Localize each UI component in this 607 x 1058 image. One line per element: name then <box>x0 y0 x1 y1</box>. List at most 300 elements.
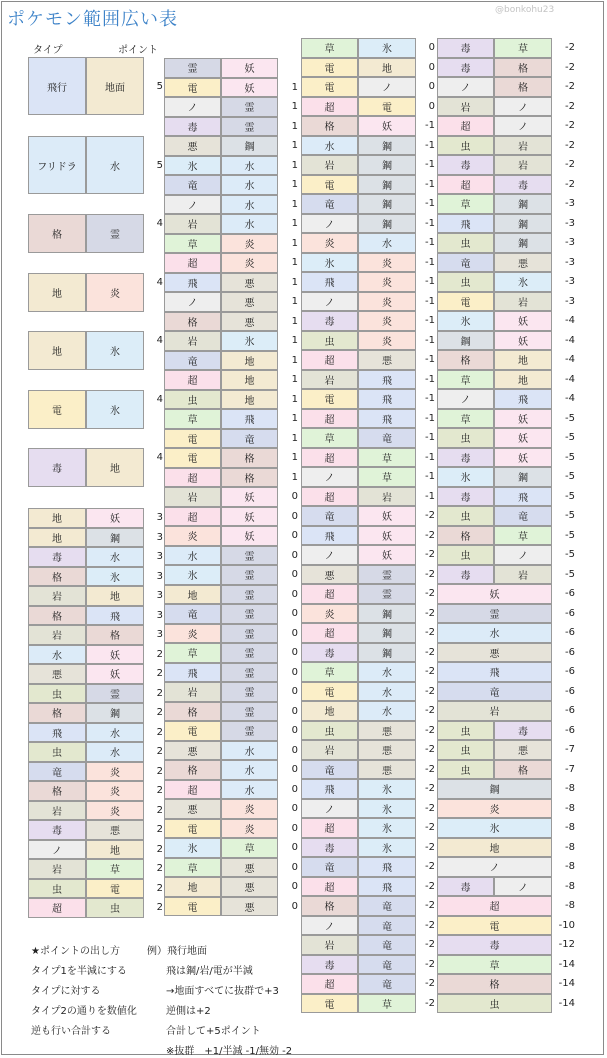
pair-type2: 竜 <box>358 428 416 448</box>
pair-type1: 岩 <box>301 740 358 760</box>
pair-type1: 飛 <box>301 779 358 799</box>
pair-type1: 竜 <box>301 506 358 526</box>
pair-type2: 鋼 <box>494 467 552 487</box>
pair-type1: 草 <box>301 662 358 682</box>
pair-type1: ノ <box>301 545 358 565</box>
pair-points: -3 <box>565 295 575 307</box>
pair-type2: 地 <box>86 586 144 606</box>
pair-type1: 竜 <box>437 253 494 273</box>
pair-type2: 水 <box>221 760 278 780</box>
pair-type2: 岩 <box>494 292 552 312</box>
note-left-line: 逆も行い合計する <box>31 1026 111 1037</box>
pair-points: -5 <box>565 412 575 424</box>
pair-type1: 格 <box>28 606 86 626</box>
pair-points: -2 <box>425 744 435 755</box>
pair-type1: 電 <box>164 429 221 449</box>
pair-type1: ノ <box>164 292 221 312</box>
pair-type2: 格 <box>86 625 144 645</box>
pair-points: -2 <box>425 880 435 892</box>
pair-points: -6 <box>565 724 575 736</box>
pair-type1: 超 <box>301 409 358 429</box>
pair-type1: 虫 <box>437 545 494 565</box>
note-right-line: 飛は鋼/岩/電が半減 <box>166 966 253 977</box>
pair-type2: 氷 <box>86 567 144 587</box>
pair-points: 1 <box>291 237 298 249</box>
pair-points: -8 <box>565 841 575 853</box>
pair-type1: 格 <box>301 896 358 916</box>
pair-points: -2 <box>565 61 575 73</box>
single-type: 毒 <box>437 935 552 955</box>
pair-points: 0 <box>291 705 298 717</box>
pair-points: 1 <box>291 81 298 93</box>
pair-type2: 岩 <box>494 565 552 585</box>
pair-type1: 炎 <box>164 526 221 546</box>
pair-type2: 鋼 <box>86 528 144 548</box>
pair-points: 2 <box>156 687 163 699</box>
pair-type2: 格 <box>221 448 278 468</box>
pair-type2: 竜 <box>358 955 416 975</box>
pair-points: 0 <box>428 100 435 112</box>
pair-type2: 水 <box>221 780 278 800</box>
pair-type2: 妖 <box>358 116 416 136</box>
pair-points: -2 <box>425 763 435 775</box>
pair-type2: 飛 <box>358 857 416 877</box>
pair-type2: 水 <box>358 233 416 253</box>
pair-type1: 虫 <box>28 742 86 762</box>
pair-points: -2 <box>425 705 435 716</box>
pair-points: 2 <box>156 863 163 874</box>
pair-type1: 毒 <box>437 877 494 897</box>
pair-points: -1 <box>425 315 435 326</box>
pair-points: 0 <box>291 647 298 658</box>
group-points: 4 <box>156 277 163 288</box>
pair-points: -2 <box>565 120 575 131</box>
pair-points: 2 <box>156 882 163 894</box>
pair-points: -2 <box>425 724 435 736</box>
pair-points: 1 <box>291 374 298 385</box>
pair-type1: 超 <box>301 448 358 468</box>
pair-type2: 水 <box>358 662 416 682</box>
pair-type2: 電 <box>86 879 144 899</box>
pair-type2: 鋼 <box>358 623 416 643</box>
pair-type1: 岩 <box>28 586 86 606</box>
pair-type2: 鋼 <box>358 175 416 195</box>
pair-type2: 悪 <box>358 721 416 741</box>
pair-type1: 飛 <box>28 723 86 743</box>
page-title: ポケモン範囲広い表 <box>7 9 178 30</box>
pair-points: 1 <box>291 315 298 327</box>
pair-type1: 毒 <box>301 838 358 858</box>
pair-type1: 地 <box>301 701 358 721</box>
pair-type1: 地 <box>28 528 86 548</box>
pair-type1: 悪 <box>164 741 221 761</box>
pair-points: -2 <box>565 139 575 151</box>
pair-points: 2 <box>156 648 163 660</box>
pair-points: -2 <box>425 666 435 677</box>
group-type2: 地面 <box>86 57 144 115</box>
pair-points: -3 <box>565 217 575 229</box>
note-left-line: タイプ1を半減にする <box>31 966 127 977</box>
pair-points: 0 <box>291 764 298 775</box>
pair-type2: 電 <box>358 97 416 117</box>
pair-points: -14 <box>558 978 575 989</box>
group-type1: 毒 <box>28 448 86 487</box>
pair-type2: 飛 <box>358 389 416 409</box>
pair-points: 0 <box>291 686 298 697</box>
pair-type1: 電 <box>164 721 221 741</box>
pair-points: 1 <box>291 335 298 346</box>
pair-type2: 妖 <box>221 526 278 546</box>
single-type: 草 <box>437 955 552 975</box>
pair-type2: 妖 <box>494 331 552 351</box>
pair-points: -2 <box>425 627 435 638</box>
pair-type1: 格 <box>28 781 86 801</box>
pair-type1: 水 <box>164 546 221 566</box>
pair-points: -1 <box>425 178 435 190</box>
group-type1: 電 <box>28 390 86 429</box>
pair-type2: 氷 <box>358 799 416 819</box>
pair-type2: 鋼 <box>358 604 416 624</box>
pair-type2: ノ <box>358 77 416 97</box>
pair-points: 1 <box>291 101 298 112</box>
pair-type1: 岩 <box>301 370 358 390</box>
pair-type2: 霊 <box>221 604 278 624</box>
pair-points: -2 <box>425 900 435 911</box>
pair-points: -1 <box>425 256 435 268</box>
pair-points: 1 <box>291 432 298 444</box>
group-type2: 地 <box>86 448 144 487</box>
pair-points: -1 <box>425 237 435 248</box>
pair-type1: 飛 <box>164 273 221 293</box>
pair-type1: 虫 <box>164 390 221 410</box>
pair-type1: 虫 <box>301 721 358 741</box>
single-type: ノ <box>437 857 552 877</box>
pair-type1: 超 <box>301 97 358 117</box>
pair-type1: 竜 <box>301 857 358 877</box>
pair-type1: ノ <box>301 467 358 487</box>
pair-type2: 妖 <box>358 545 416 565</box>
pair-type2: 悪 <box>221 312 278 332</box>
pair-points: -1 <box>425 198 435 209</box>
pair-type2: 鋼 <box>221 136 278 156</box>
pair-type1: 氷 <box>164 156 221 176</box>
single-type: 岩 <box>437 701 552 721</box>
pair-type2: 霊 <box>221 702 278 722</box>
pair-type2: 地 <box>494 350 552 370</box>
pair-type2: 悪 <box>221 858 278 878</box>
pair-type2: 鋼 <box>358 643 416 663</box>
pair-type1: 超 <box>164 370 221 390</box>
pair-type2: 地 <box>221 370 278 390</box>
pair-points: 1 <box>291 179 298 190</box>
group-points: 4 <box>156 452 163 463</box>
group-type1: 格 <box>28 214 86 253</box>
pair-type2: 妖 <box>86 664 144 684</box>
pair-type1: ノ <box>164 97 221 117</box>
pair-points: -2 <box>425 978 435 989</box>
pair-type1: 毒 <box>437 448 494 468</box>
pair-type2: 悪 <box>221 292 278 312</box>
pair-points: 0 <box>428 42 435 53</box>
pair-points: -8 <box>565 861 575 872</box>
pair-points: 2 <box>156 765 163 777</box>
pair-type2: 妖 <box>494 311 552 331</box>
pair-type1: 草 <box>437 194 494 214</box>
pair-points: 1 <box>291 257 298 268</box>
pair-type1: 草 <box>164 409 221 429</box>
pair-type2: ノ <box>494 877 552 897</box>
pair-type1: 地 <box>164 585 221 605</box>
pair-points: -5 <box>565 490 575 502</box>
pair-type1: 格 <box>164 760 221 780</box>
pair-points: 1 <box>291 276 298 288</box>
pair-type1: 草 <box>164 858 221 878</box>
pair-type2: 氷 <box>358 838 416 858</box>
pair-type2: 霊 <box>221 546 278 566</box>
pair-points: 2 <box>156 726 163 738</box>
pair-points: -6 <box>565 646 575 658</box>
pair-points: 1 <box>291 140 298 151</box>
pair-points: -3 <box>565 256 575 268</box>
pair-type2: 草 <box>86 859 144 879</box>
pair-type1: 超 <box>301 584 358 604</box>
pair-type2: 竜 <box>221 429 278 449</box>
pair-type2: 草 <box>358 467 416 487</box>
group-type2: 霊 <box>86 214 144 253</box>
pair-type1: 格 <box>28 703 86 723</box>
pair-points: -3 <box>565 198 575 209</box>
pair-points: 2 <box>156 824 163 835</box>
pair-points: -1 <box>425 276 435 287</box>
single-type: 悪 <box>437 643 552 663</box>
pair-type1: 毒 <box>437 155 494 175</box>
pair-type1: 岩 <box>301 155 358 175</box>
pair-points: -2 <box>565 42 575 53</box>
pair-type1: 岩 <box>164 214 221 234</box>
pair-type1: 超 <box>164 253 221 273</box>
pair-type2: 毒 <box>494 175 552 195</box>
single-type: 虫 <box>437 994 552 1014</box>
pair-type1: 草 <box>301 38 358 58</box>
pair-type1: 格 <box>437 350 494 370</box>
points-header: ポイント <box>118 45 158 56</box>
single-type: 炎 <box>437 799 552 819</box>
pair-points: 2 <box>156 902 163 913</box>
pair-type2: 鋼 <box>494 214 552 234</box>
pair-points: 1 <box>291 413 298 424</box>
pair-points: -6 <box>565 588 575 599</box>
pair-type1: 草 <box>164 234 221 254</box>
pair-points: 1 <box>291 296 298 307</box>
type-header: タイプ <box>33 45 63 56</box>
pair-type2: 水 <box>221 195 278 215</box>
pair-points: 2 <box>156 668 163 679</box>
group-points: 5 <box>156 160 163 171</box>
pair-type1: 超 <box>301 487 358 507</box>
pair-type2: 竜 <box>358 935 416 955</box>
pair-type1: 氷 <box>437 467 494 487</box>
pair-points: -8 <box>565 822 575 833</box>
pair-points: -6 <box>565 627 575 638</box>
pair-points: 3 <box>156 590 163 601</box>
pair-type1: 超 <box>437 116 494 136</box>
pair-type2: 炎 <box>221 253 278 273</box>
pair-points: -2 <box>425 588 435 599</box>
pair-points: -1 <box>425 334 435 346</box>
pair-type2: 格 <box>494 77 552 97</box>
pair-points: 1 <box>291 354 298 366</box>
pair-points: 2 <box>156 843 163 855</box>
pair-type2: 霊 <box>221 721 278 741</box>
pair-type2: 妖 <box>221 58 278 78</box>
pair-type2: 鋼 <box>358 214 416 234</box>
note-right-line: ※抜群 +1/半減 -1/無効 -2 <box>166 1046 293 1057</box>
pair-type2: 飛 <box>494 389 552 409</box>
pair-type2: 氷 <box>358 38 416 58</box>
group-type2: 氷 <box>86 331 144 370</box>
pair-points: 0 <box>428 61 435 73</box>
pair-type2: 格 <box>221 468 278 488</box>
pair-type2: 地 <box>86 840 144 860</box>
single-type: 鋼 <box>437 779 552 799</box>
pair-type1: 毒 <box>28 820 86 840</box>
pair-type2: 妖 <box>494 409 552 429</box>
pair-type2: 悪 <box>221 897 278 917</box>
pair-points: 3 <box>156 609 163 621</box>
pair-type2: 炎 <box>86 781 144 801</box>
note-left-line: タイプ2の通りを数値化 <box>31 1006 137 1017</box>
pair-type2: 格 <box>494 58 552 78</box>
group-type1: 地 <box>28 331 86 370</box>
pair-type1: 鋼 <box>437 331 494 351</box>
pair-points: 0 <box>291 569 298 580</box>
pair-points: -1 <box>425 373 435 385</box>
pair-type1: 竜 <box>164 351 221 371</box>
pair-points: -2 <box>425 822 435 833</box>
pair-type1: 岩 <box>164 682 221 702</box>
single-type: 飛 <box>437 662 552 682</box>
pair-type2: 水 <box>86 723 144 743</box>
pair-points: -1 <box>425 451 435 463</box>
pair-type1: 飛 <box>437 214 494 234</box>
pair-points: -5 <box>565 510 575 521</box>
pair-type2: 鋼 <box>494 194 552 214</box>
pair-type1: 草 <box>437 370 494 390</box>
single-type: 氷 <box>437 818 552 838</box>
pair-points: 3 <box>156 512 163 523</box>
pair-type1: 格 <box>164 312 221 332</box>
pair-type2: 飛 <box>358 877 416 897</box>
group-type1: 地 <box>28 273 86 312</box>
pair-type2: 霊 <box>221 624 278 644</box>
pair-points: 0 <box>291 803 298 814</box>
pair-points: -5 <box>565 549 575 560</box>
pair-type1: 毒 <box>437 58 494 78</box>
pair-points: 0 <box>291 744 298 756</box>
pair-type1: 岩 <box>28 859 86 879</box>
pair-type1: 飛 <box>301 272 358 292</box>
author-credit: @bonkohu23 <box>495 5 555 15</box>
pair-type2: 草 <box>358 448 416 468</box>
pair-type2: 悪 <box>494 253 552 273</box>
pair-type1: 虫 <box>301 331 358 351</box>
pair-points: -6 <box>565 685 575 697</box>
group-type1: 飛行 <box>28 57 86 115</box>
pair-type2: 地 <box>221 390 278 410</box>
single-type: 妖 <box>437 584 552 604</box>
pair-points: -10 <box>558 919 575 931</box>
pair-points: -14 <box>558 997 575 1009</box>
pair-type2: 水 <box>221 741 278 761</box>
pair-points: 1 <box>291 218 298 229</box>
group-points: 4 <box>156 218 163 229</box>
pair-type1: 炎 <box>301 233 358 253</box>
pair-type2: 鋼 <box>358 155 416 175</box>
pair-type2: 岩 <box>494 136 552 156</box>
pair-points: -4 <box>565 315 575 326</box>
pair-type2: 水 <box>86 547 144 567</box>
pair-type1: 超 <box>301 974 358 994</box>
pair-points: 3 <box>156 551 163 562</box>
pair-type1: 竜 <box>164 604 221 624</box>
pair-type2: 水 <box>221 175 278 195</box>
group-points: 4 <box>156 394 163 405</box>
pair-type1: 毒 <box>301 643 358 663</box>
pair-points: -2 <box>425 685 435 697</box>
pair-type2: 岩 <box>358 487 416 507</box>
pair-type1: 氷 <box>301 253 358 273</box>
pair-type1: 電 <box>164 819 221 839</box>
pair-type1: 水 <box>301 136 358 156</box>
pair-points: 2 <box>156 707 163 718</box>
pair-type2: 飛 <box>221 409 278 429</box>
pair-type1: 虫 <box>437 760 494 780</box>
pair-type2: 妖 <box>221 507 278 527</box>
pair-points: -2 <box>425 529 435 541</box>
pair-points: -5 <box>565 432 575 443</box>
pair-points: -2 <box>425 646 435 658</box>
pair-type1: 草 <box>301 428 358 448</box>
pair-points: -6 <box>565 666 575 677</box>
note-left-line: ★ポイントの出し方 <box>31 946 120 957</box>
pair-type1: 毒 <box>164 117 221 137</box>
pair-type1: 岩 <box>437 97 494 117</box>
pair-points: 0 <box>291 822 298 834</box>
pair-type2: 地 <box>494 370 552 390</box>
pair-type1: 虫 <box>437 136 494 156</box>
pair-points: -8 <box>565 783 575 794</box>
pair-points: 2 <box>156 746 163 757</box>
single-type: 地 <box>437 838 552 858</box>
pair-points: -6 <box>565 705 575 716</box>
pair-points: -4 <box>565 334 575 346</box>
pair-type1: 電 <box>301 389 358 409</box>
pair-type2: 妖 <box>221 78 278 98</box>
pair-type2: 毒 <box>494 721 552 741</box>
pair-points: -3 <box>565 237 575 248</box>
pair-type2: 霊 <box>221 97 278 117</box>
pair-type1: 虫 <box>28 879 86 899</box>
pair-type2: 鋼 <box>358 136 416 156</box>
pair-type2: 氷 <box>494 272 552 292</box>
pair-type1: 地 <box>28 508 86 528</box>
pair-type1: 電 <box>164 78 221 98</box>
pair-type2: 炎 <box>221 799 278 819</box>
pair-type2: 竜 <box>494 506 552 526</box>
pair-type1: 超 <box>28 898 86 918</box>
pair-points: -2 <box>565 178 575 190</box>
pair-type2: 草 <box>358 994 416 1014</box>
